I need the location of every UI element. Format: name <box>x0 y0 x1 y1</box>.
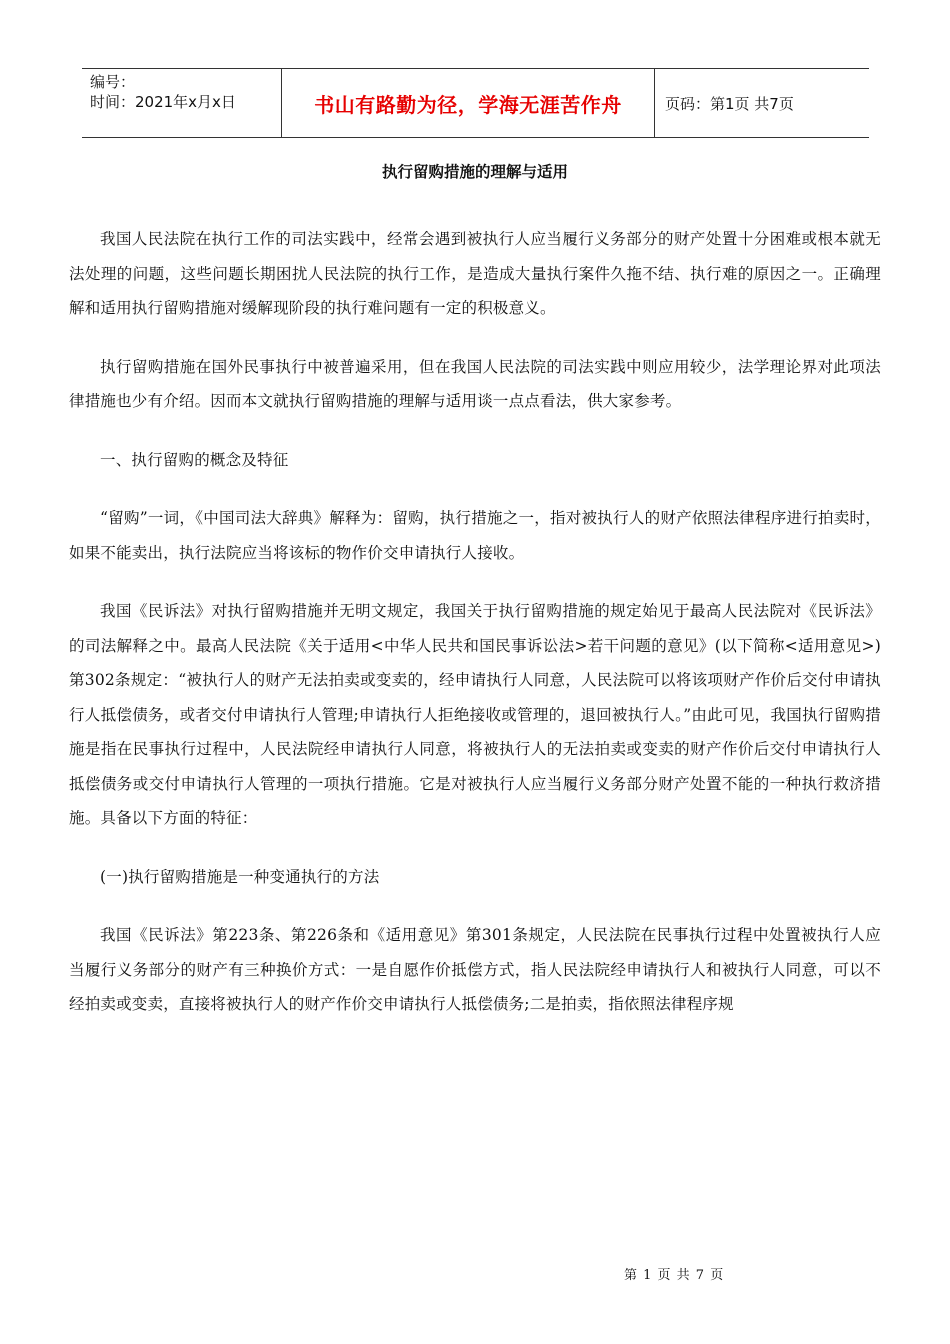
document-title: 执行留购措施的理解与适用 <box>381 163 568 181</box>
header-motto-cell <box>282 69 655 137</box>
document-number-label: 编号： <box>90 73 136 91</box>
header-meta-cell <box>82 69 282 137</box>
paragraph: 我国人民法院在执行工作的司法实践中，经常会遇到被执行人应当履行义务部分的财产处置十分困难或根本就无法处理的问题，这些问题长期困扰人民法院的执行工作，是造成大量执行案件久拖不结、执行难的原因之一。正确理解和适用执行留购措施对缓解现阶段的执行难问题有一定的积极意义。 <box>69 230 881 317</box>
document-body <box>69 222 881 1046</box>
paragraph: 我国《民诉法》第223条、第226条和《适用意见》第301条规定，人民法院在民事执行过程中处置被执行人应当履行义务部分的财产有三种换价方式：一是自愿作价抵偿方式，指人民法院经申请执行人和被执行人同意，可以不经拍卖或变卖，直接将被执行人的财产作价交申请执行人抵偿债务;二是拍卖，指依照法律程序规 <box>69 926 881 1013</box>
header-page-info: 页码：第1页 共7页 <box>665 94 794 113</box>
section-heading: 一、执行留购的概念及特征 <box>100 450 289 469</box>
paragraph: “留购”一词，《中国司法大辞典》解释为：留购，执行措施之一，指对被执行人的财产依照法律程序进行拍卖时，如果不能卖出，执行法院应当将该标的物作价交申请执行人接收。 <box>69 509 881 562</box>
page-footer: 第 1 页 共 7 页 <box>624 1268 725 1283</box>
paragraph: 执行留购措施在国外民事执行中被普遍采用，但在我国人民法院的司法实践中则应用较少，法学理论界对此项法律措施也少有介绍。因而本文就执行留购措施的理解与适用谈一点点看法，供大家参考。 <box>69 357 881 410</box>
header-motto: 书山有路勤为径，学海无涯苦作舟 <box>314 92 622 117</box>
document-date-label: 时间：2021年x月x日 <box>90 93 236 111</box>
paragraph: 我国《民诉法》对执行留购措施并无明文规定，我国关于执行留购措施的规定始见于最高人民法院对《民诉法》的司法解释之中。最高人民法院《关于适用<中华人民共和国民事诉讼法>若干问题的意见》(以下简称<适用意见>)第302条规定：“被执行人的财产无法拍卖或变卖的，经申请执行人同意，人民法院可以将该项财产作价后交付申请执行人抵偿债务，或者交付申请执行人管理;申请执行人拒绝接收或管理的，退回被执行人。”由此可见，我国执行留购措施是指在民事执行过程中，人民法院经申请执行人同意，将被执行人的无法拍卖或变卖的财产作价后交付申请执行人抵偿债务或交付申请执行人管理的一项执行措施。它是对被执行人应当履行义务部分财产处置不能的一种执行救济措施。具备以下方面的特征： <box>69 602 881 827</box>
header-table <box>82 68 869 138</box>
header-page-cell <box>655 69 869 137</box>
subsection-heading: (一)执行留购措施是一种变通执行的方法 <box>100 867 380 886</box>
